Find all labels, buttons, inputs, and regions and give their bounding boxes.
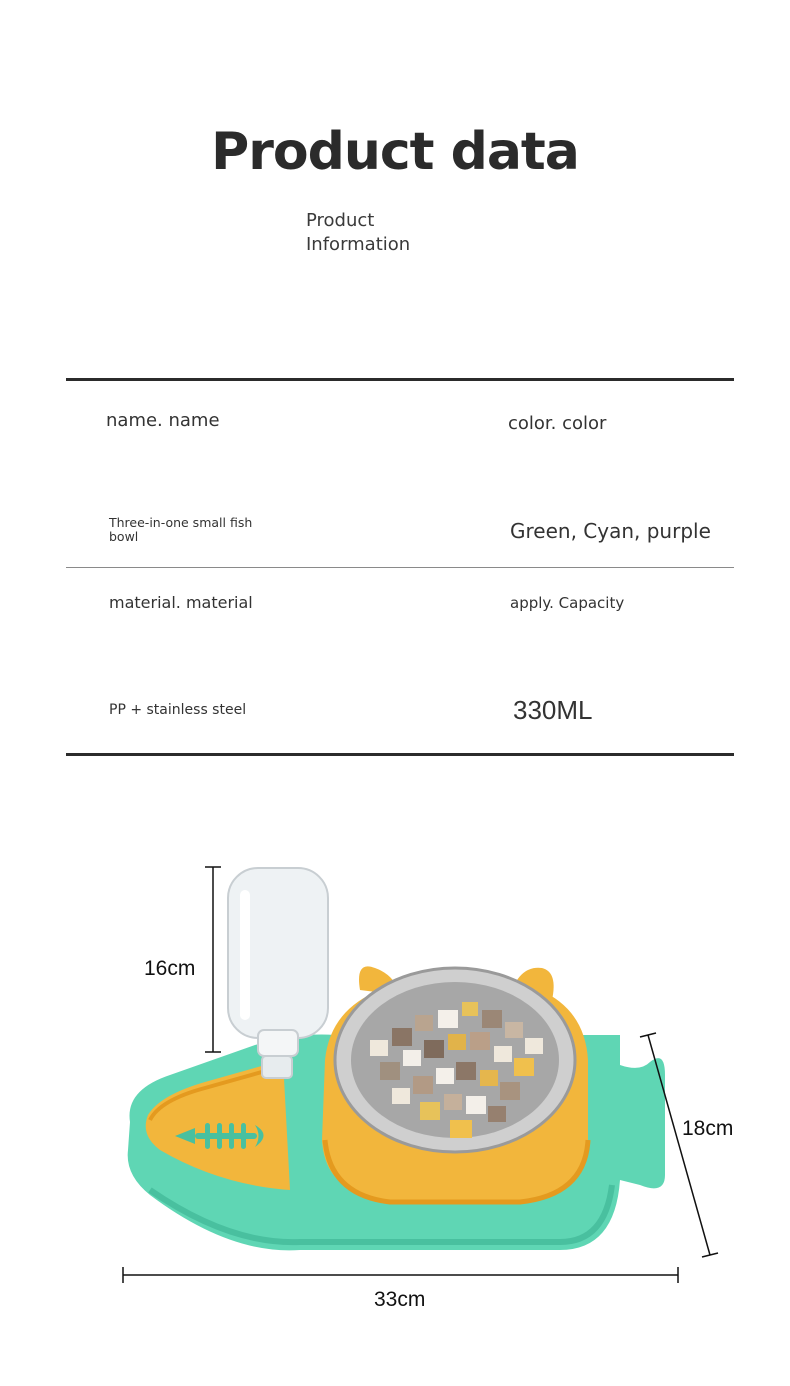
page-title: Product data <box>211 122 579 182</box>
dimension-line-height <box>205 867 221 1052</box>
material-value: PP + stainless steel <box>109 702 247 718</box>
dimension-depth-label: 18cm <box>682 1117 734 1140</box>
table-top-rule <box>66 378 734 381</box>
name-label: name. name <box>106 410 220 431</box>
table-middle-rule <box>66 567 734 568</box>
material-label: material. material <box>109 593 253 612</box>
dimension-width-label: 33cm <box>374 1288 426 1311</box>
dimension-height-label: 16cm <box>144 957 196 980</box>
capacity-value: 330ML <box>513 695 593 725</box>
table-bottom-rule <box>66 753 734 756</box>
product-illustration <box>0 850 790 1330</box>
dimension-line-width <box>123 1267 678 1283</box>
page-subtitle: Product Information <box>306 210 411 255</box>
color-value: Green, Cyan, purple <box>510 519 711 543</box>
color-label: color. color <box>508 413 607 434</box>
capacity-label: apply. Capacity <box>510 594 625 612</box>
name-value: Three-in-one small fish bowl <box>109 515 253 544</box>
